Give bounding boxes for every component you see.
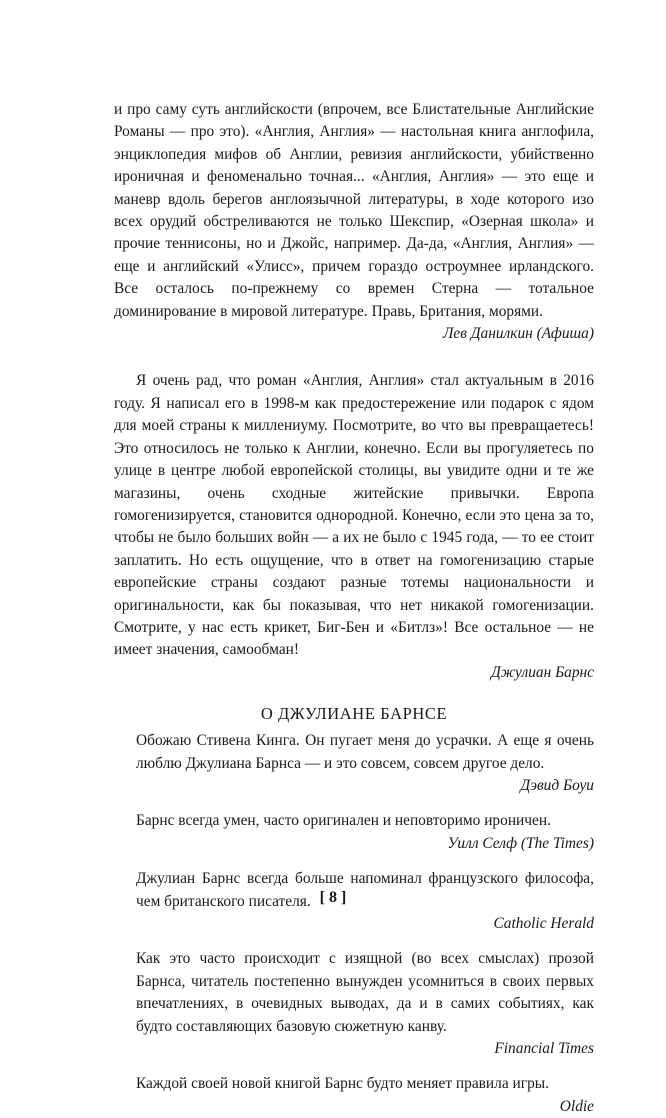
quote-author: Уилл Селф (The Times) <box>447 834 594 852</box>
quote-author: Oldie <box>559 1097 594 1115</box>
quote-author: Catholic Herald <box>493 915 594 932</box>
quote-author: Дэвид Боуи <box>520 776 594 794</box>
quote-text: Обожаю Стивена Кинга. Он пугает меня до усрачки. А еще я очень люблю Джулиана Барнса — и это совсем, совсем другое дело. <box>136 732 594 772</box>
author-statement-paragraph: Я очень рад, что роман «Англия, Англия» стал актуальным в 2016 году. Я написал его в 1998-м как предостережение или подарок с ядом для моей страны к миллениуму. Посмотрите, во что вы превращаетесь! Это относилось не только к Англии, конечно. Если вы прогуляетесь по улице в центре любой европейской столицы, вы увидите одни и те же магазины, очень сходные житейские привычки. Европа гомогенизируется, становится однородной. Конечно, если это цена за то, чтобы не было больших войн — а их не было с 1945 года, — то ее стоит заплатить. Но есть ощущение, что в ответ на гомогенизацию старые европейские страны создают разные тотемы национальности и оригинальности, как бы показывая, что нет никакой гомогенизации. Смотрите, у нас есть крикет, Биг-Бен и «Битлз»! Все остальное — не имеет значения, самообман! <box>114 372 594 659</box>
quote-text: Джулиан Барнс всегда больше напоминал французского философа, чем британского писателя. <box>136 870 594 910</box>
page-number: [ 8 ] <box>319 889 347 906</box>
quote-author: Financial Times <box>494 1040 594 1058</box>
statement-author: Джулиан Барнс <box>490 663 594 681</box>
section-title: О ДЖУЛИАНЕ БАРНСЕ <box>260 704 448 724</box>
quote-text: Каждой своей новой книгой Барнс будто меняет правила игры. <box>136 1075 549 1093</box>
review-paragraph: и про саму суть английскости (впрочем, все Блистательные Английские Романы — про это). «Англия, Англия» — настольная книга англофила, энциклопедия мифов об Англии, ревизия английскости, убийственно ироничная и феноменально точная... «Англия, Англия» — это еще и маневр вдоль берегов англоязычной литературы, в ходе которого изо всех орудий обстреливаются не только Шекспир, «Озерная школа» и прочие теннисоны, но и Джойс, например. Да-да, «Англия, Англия» — еще и английский «Улисс», причем гораздо остроумнее ирландского. Все осталось по-прежнему со времен Стерна — тотальное доминирование в мировой литературе. Правь, Британия, морями. <box>114 101 594 320</box>
review-author: Лев Данилкин (Афиша) <box>442 325 594 343</box>
page-content <box>114 99 594 1118</box>
quote-text: Барнс всегда умен, часто оригинален и неповторимо ироничен. <box>136 812 551 830</box>
quote-text: Как это часто происходит с изящной (во всех смыслах) прозой Барнса, читатель постепенно вынужден усомниться в своих первых впечатлениях, в очевидных выводах, да и в самих событиях, как будто составляющих базовую сюжетную канву. <box>136 950 594 1035</box>
